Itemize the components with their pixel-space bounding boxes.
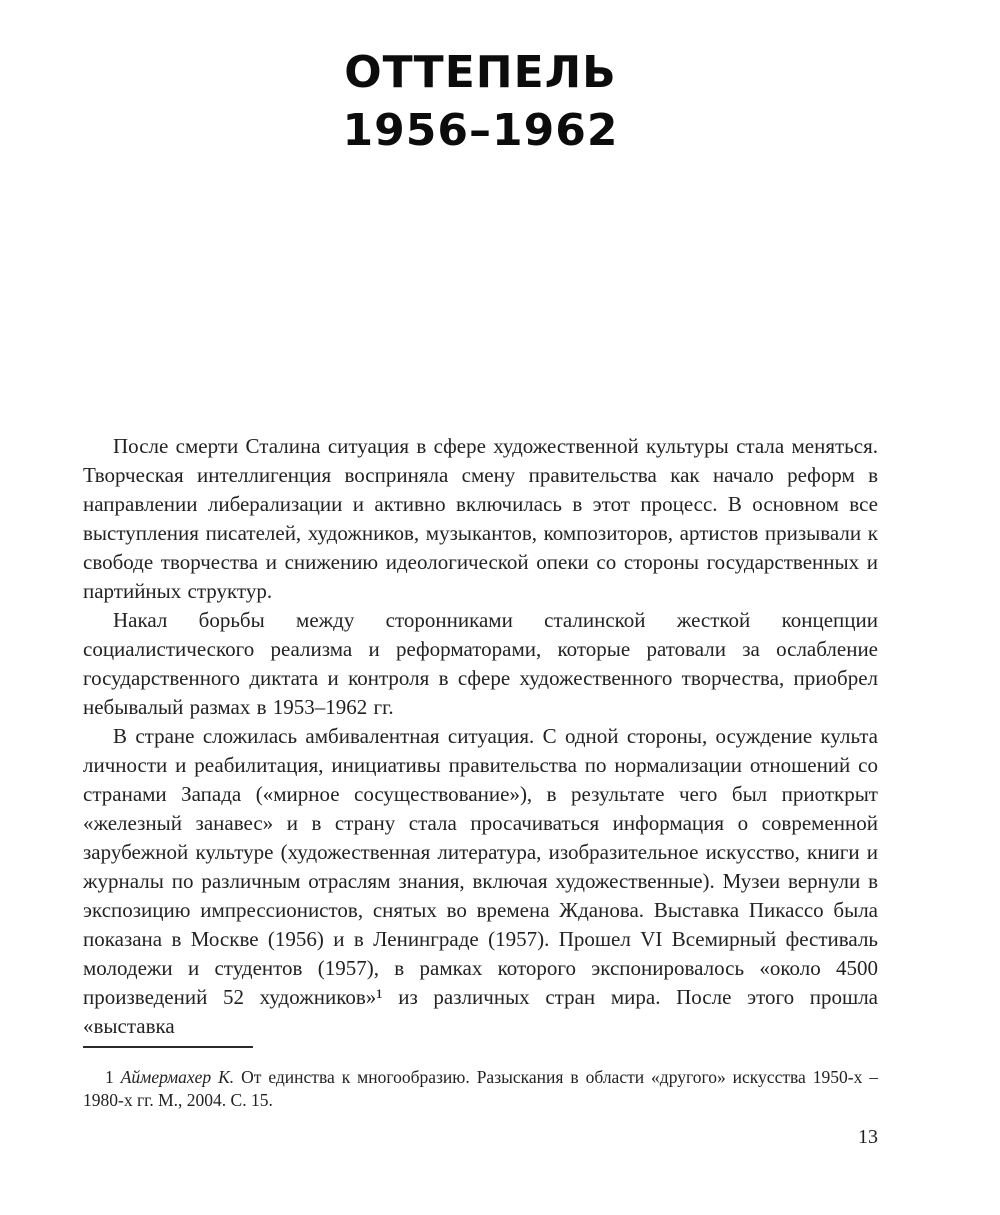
paragraph: В стране сложилась амбивалентная ситуация. С одной стороны, осуждение культа личности и реабилитация, инициативы правительства по нормализации отношений со странами Запада («мирное сосуществование»), в результате чего был приоткрыт «железный занавес» и в страну стала просачиваться информация о современной зарубежной культуре (художественная литература, изобразительное искусство, книги и журналы по различным отраслям знания, включая художественные). Музеи вернули в экспозицию импрессионистов, снятых во времена Жданова. Выставка Пикассо была показана в Москве (1956) и в Ленинграде (1957). Прошел VI Всемирный фестиваль молодежи и студентов (1957), в рамках которого экспонировалось «около 4500 произведений 52 художников»¹ из различных стран мира. После этого прошла «выставка (83, 724, 878, 1038)
footnote-author: Аймермахер К. (120, 1067, 235, 1087)
footnote-text: От единства к многообразию. Разыскания в области «другого» искусства 1950-х – 1980-х гг. М., 2004. С. 15. (83, 1067, 879, 1110)
chapter-years: 1956–1962 (342, 105, 619, 156)
footnote (83, 1066, 878, 1112)
chapter-title: ОТТЕПЕЛЬ (344, 47, 617, 98)
paragraph: После смерти Сталина ситуация в сфере художественной культуры стала меняться. Творческая интеллигенция восприняла смену правительства как начало реформ в направлении либерализации и активно включилась в этот процесс. В основном все выступления писателей, художников, музыкантов, композиторов, артистов призывали к свободе творчества и снижению идеологической опеки со стороны государственных и партийных структур. (83, 434, 878, 603)
body-text (83, 432, 878, 1041)
page-number: 13 (858, 1126, 878, 1148)
footnote-rule (83, 1046, 253, 1048)
chapter-heading (83, 44, 878, 160)
footnote-marker: 1 (105, 1067, 114, 1087)
paragraph: Накал борьбы между сторонниками сталинской жесткой концепции социалистического реализма и реформаторами, которые ратовали за ослабление государственного диктата и контроля в сфере художественного творчества, приобрел небывалый размах в 1953–1962 гг. (83, 608, 878, 719)
